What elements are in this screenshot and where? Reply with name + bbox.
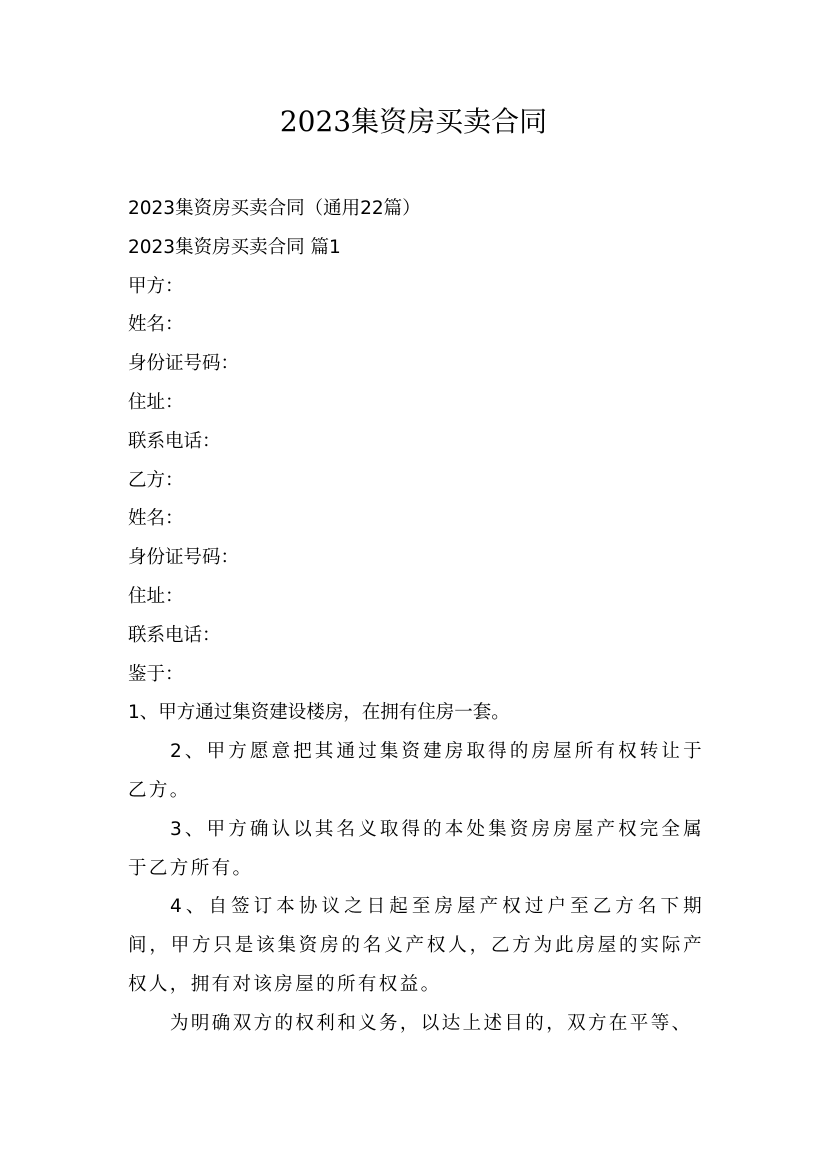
document-title: 2023集资房买卖合同 <box>279 105 548 138</box>
clause-3: 3、甲方确认以其名义取得的本处集资房房屋产权完全属于乙方所有。 <box>128 818 704 879</box>
party-b-label: 乙方： <box>128 469 184 491</box>
party-b-name-field: 姓名： <box>128 508 184 530</box>
section-heading: 2023集资房买卖合同 篇1 <box>128 236 341 258</box>
purpose-paragraph: 为明确双方的权利和义务，以达上述目的，双方在平等、 <box>170 1012 693 1034</box>
party-b-phone-field: 联系电话： <box>128 624 221 646</box>
clause-2: 2、甲方愿意把其通过集资建房取得的房屋所有权转让于乙方。 <box>128 741 704 801</box>
clause-4: 4、自签订本协议之日起至房屋产权过户至乙方名下期间，甲方只是该集资房的名义产权人，乙方为此房屋的实际产权人，拥有对该房屋的所有权益。 <box>128 896 704 995</box>
clause-1: 1、甲方通过集资建设楼房，在拥有住房一套。 <box>128 702 510 724</box>
party-a-label: 甲方： <box>128 275 184 297</box>
party-b-address-field: 住址： <box>128 585 184 607</box>
party-a-phone-field: 联系电话： <box>128 430 221 452</box>
party-a-id-field: 身份证号码： <box>128 353 240 375</box>
party-b-id-field: 身份证号码： <box>128 547 240 569</box>
whereas-label: 鉴于： <box>128 663 184 685</box>
subtitle-line: 2023集资房买卖合同（通用22篇） <box>128 198 421 219</box>
party-a-address-field: 住址： <box>128 391 184 413</box>
document-body <box>128 190 704 1044</box>
party-a-name-field: 姓名： <box>128 314 184 336</box>
